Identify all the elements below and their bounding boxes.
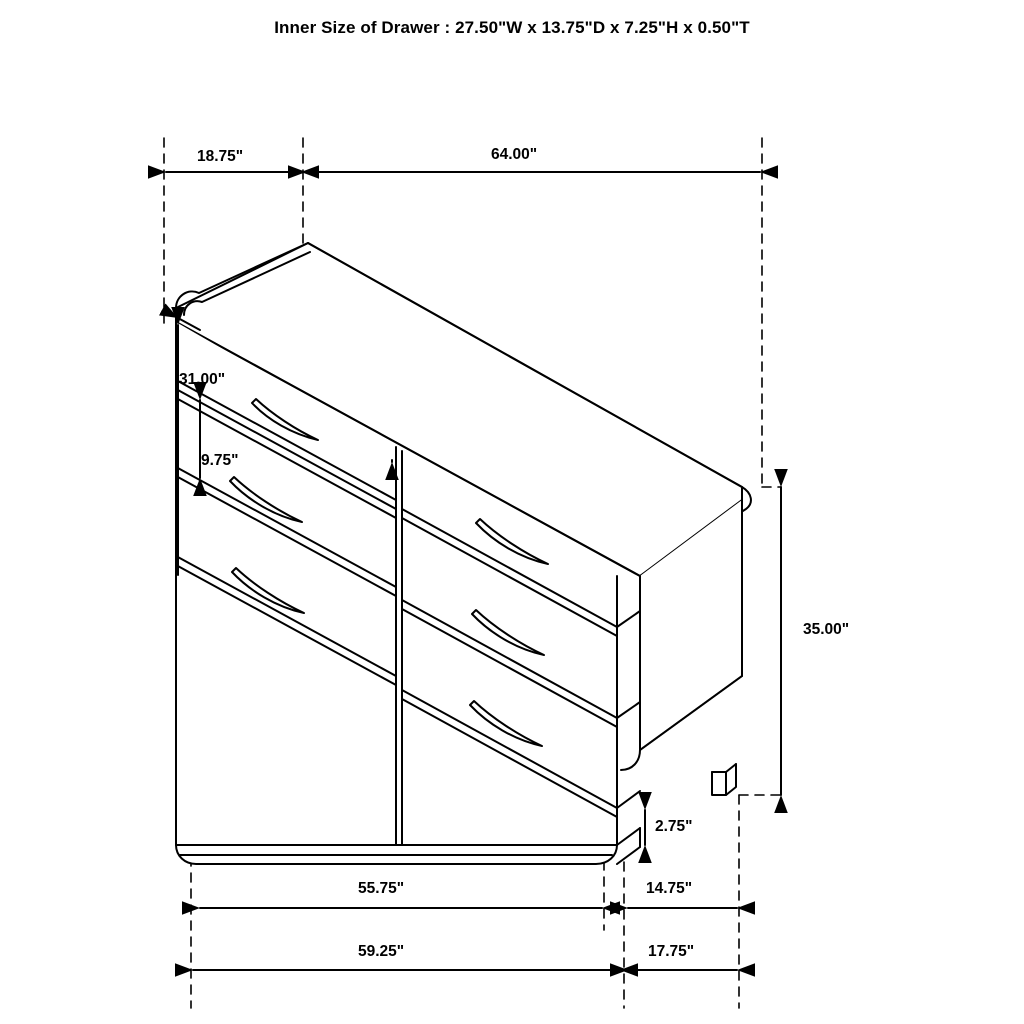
page-title: Inner Size of Drawer : 27.50"W x 13.75"D x 7.25"H x 0.50"T [274,18,750,37]
dim-label-drawer-stack-height: 31.00" [179,371,226,388]
dim-label-overall-height: 35.00" [803,621,850,638]
dim-label-side-depth-lower: 17.75" [648,943,695,960]
dim-label-side-depth-upper: 14.75" [646,880,693,897]
dim-label-depth-top-left: 18.75" [197,148,244,165]
dim-label-front-width-lower: 59.25" [358,943,405,960]
dresser-outline [176,243,751,864]
dim-label-width-top: 64.00" [491,146,538,163]
dim-label-drawer-front-height: 9.75" [201,452,239,469]
dim-label-front-width-upper: 55.75" [358,880,405,897]
dim-label-leg-height: 2.75" [655,818,693,835]
